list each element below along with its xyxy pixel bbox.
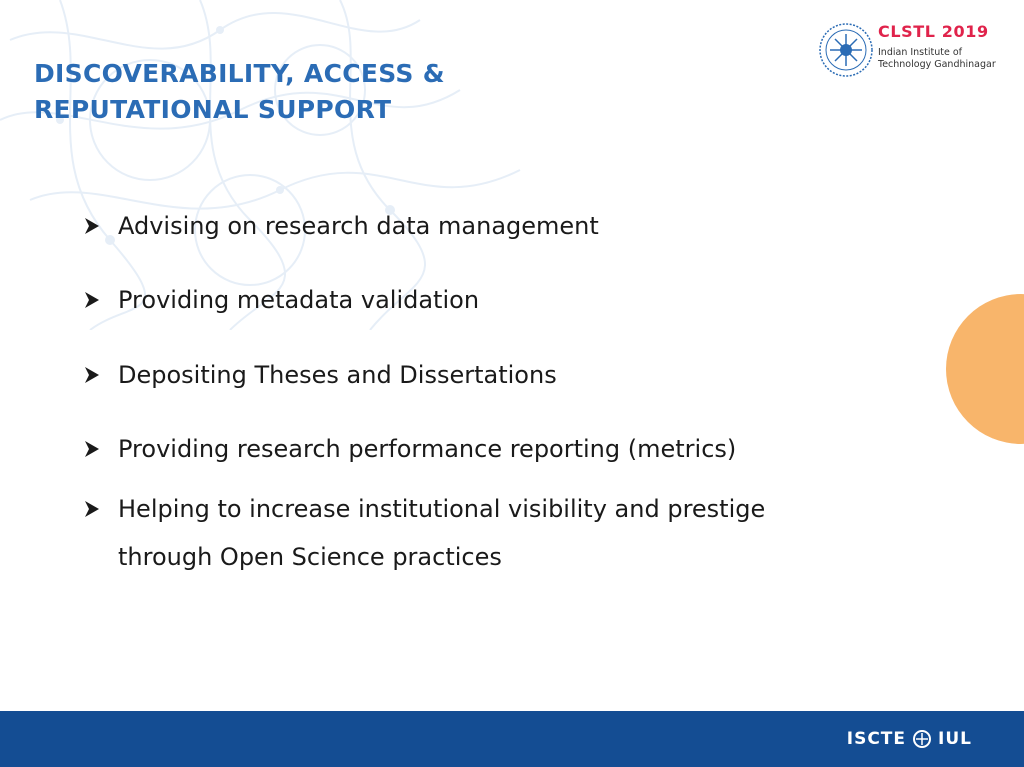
bullet-item bbox=[84, 202, 599, 250]
slide-title-line: DISCOVERABILITY, ACCESS & bbox=[34, 59, 445, 88]
footer-logo bbox=[847, 729, 972, 749]
bullet-item bbox=[84, 485, 765, 581]
bullet-item bbox=[84, 351, 557, 399]
bullet-text-continuation: through Open Science practices bbox=[118, 543, 502, 571]
bullet-text: Depositing Theses and Dissertations bbox=[118, 361, 557, 389]
institution-line: Technology Gandhinagar bbox=[878, 59, 996, 70]
slide-title-line: REPUTATIONAL SUPPORT bbox=[34, 95, 392, 124]
institution-line: Indian Institute of bbox=[878, 47, 962, 58]
bullet-text: Providing research performance reporting (metrics) bbox=[118, 435, 737, 463]
conference-logo bbox=[818, 22, 998, 80]
bullet-text: Providing metadata validation bbox=[118, 286, 480, 314]
arrow-bullet-icon bbox=[84, 366, 100, 384]
arrow-bullet-icon bbox=[84, 500, 100, 518]
bullet-item bbox=[84, 425, 736, 473]
arrow-bullet-icon bbox=[84, 291, 100, 309]
bullet-item bbox=[84, 276, 479, 324]
institution-name bbox=[878, 47, 996, 71]
iscte-emblem-icon bbox=[912, 729, 932, 749]
bullet-text: Advising on research data management bbox=[118, 212, 599, 240]
iitgn-emblem-icon bbox=[818, 22, 874, 78]
arrow-bullet-icon bbox=[84, 217, 100, 235]
arrow-bullet-icon bbox=[84, 440, 100, 458]
conference-name: CLSTL 2019 bbox=[878, 22, 989, 41]
footer-bar bbox=[0, 711, 1024, 767]
footer-logo-text-left: ISCTE bbox=[846, 729, 907, 749]
footer-logo-text-right: IUL bbox=[938, 729, 972, 749]
decorative-orange-circle bbox=[946, 294, 1024, 444]
bullet-text: Helping to increase institutional visibility and prestige bbox=[118, 495, 766, 523]
slide-title bbox=[34, 56, 445, 128]
